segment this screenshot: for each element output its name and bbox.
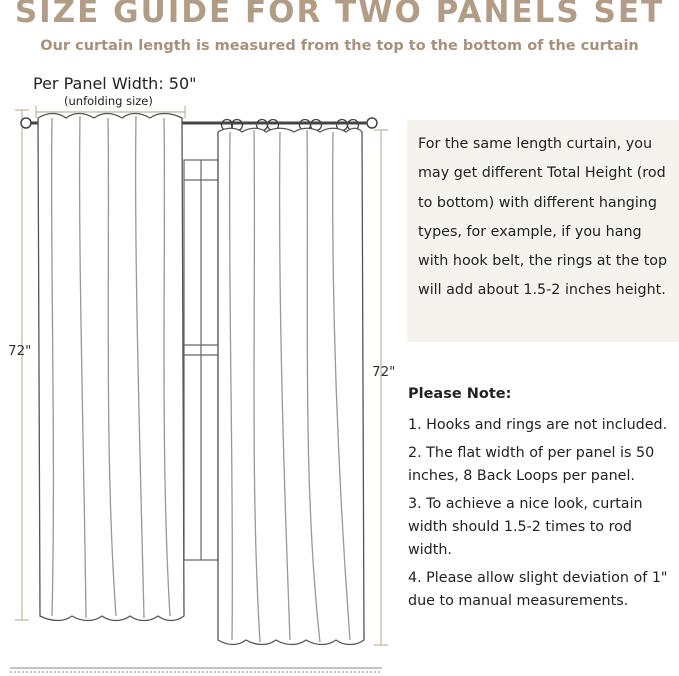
panel-width-label: Per Panel Width: 50" [33, 74, 197, 93]
info-box [407, 120, 679, 342]
window-frame [184, 160, 218, 560]
note-item-1: 1. Hooks and rings are not included. [408, 417, 668, 433]
left-height-dimension-line [15, 110, 29, 620]
panel-width-sublabel: (unfolding size) [64, 94, 153, 108]
note-item-4: 4. Please allow slight deviation of 1" due to manual measurements. [408, 570, 668, 609]
notes-list [408, 414, 676, 618]
notes-title: Please Note: [408, 386, 512, 402]
right-height-dimension-line [374, 130, 388, 645]
right-curtain-panel [218, 128, 364, 644]
note-item-2: 2. The flat width of per panel is 50 inches, 8 Back Loops per panel. [408, 445, 655, 484]
page-title: SIZE GUIDE FOR TWO PANELS SET [14, 0, 665, 30]
page-subtitle: Our curtain length is measured from the top to the bottom of the curtain [40, 38, 639, 54]
left-curtain-panel [38, 114, 184, 621]
info-box-text: For the same length curtain, you may get different Total Height (rod to bottom) with different hanging types, for example, if you hang with hook belt, the rings at the top will add about 1.5-2 inches height. [418, 136, 668, 299]
note-item-3: 3. To achieve a nice look, curtain width should 1.5-2 times to rod width. [408, 496, 643, 558]
floor-line [10, 668, 382, 672]
left-height-label: 72" [8, 343, 32, 359]
right-height-label: 72" [372, 364, 396, 380]
